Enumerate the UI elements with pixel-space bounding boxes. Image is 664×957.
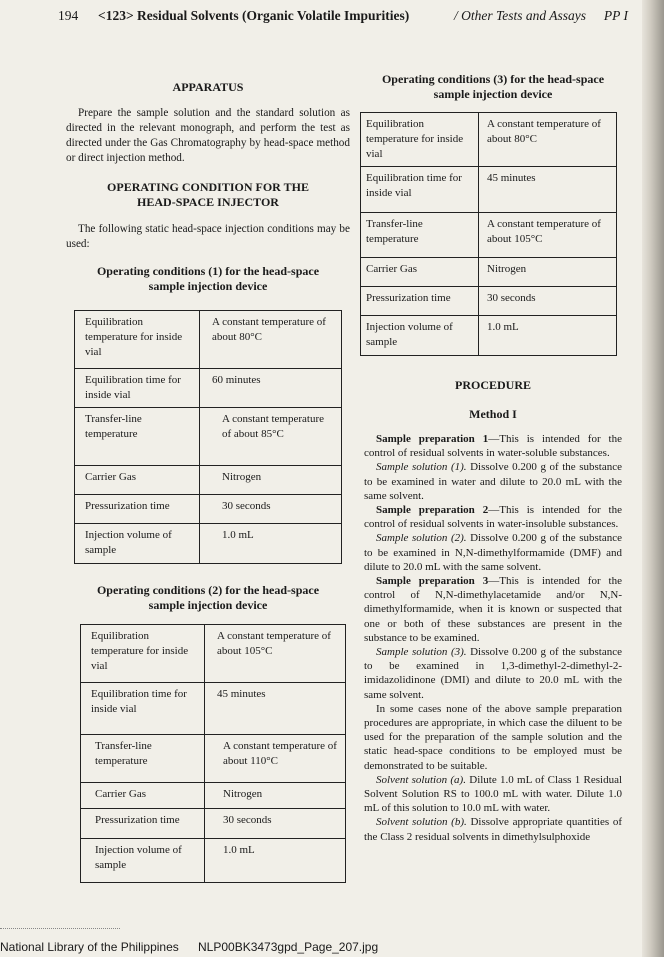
value-cell: Nitrogen [205, 783, 346, 809]
edition-label: PP I [603, 8, 628, 23]
cond3-title-line2: sample injection device [433, 87, 553, 101]
value-cell: Nitrogen [479, 258, 617, 287]
sol2-paragraph [364, 531, 622, 574]
table-row [361, 213, 617, 258]
param-cell: Equilibration time for inside vial [361, 167, 479, 213]
table-row [361, 316, 617, 356]
table-row [75, 369, 342, 408]
injector-heading-line2: HEAD-SPACE INJECTOR [137, 195, 279, 209]
param-cell: Equilibration temperature for inside vial [75, 311, 200, 369]
param-cell: Injection volume of sample [81, 839, 205, 883]
conditions-table-3 [360, 112, 617, 356]
section-title: / Other Tests and Assays [454, 8, 587, 23]
value-cell: 60 minutes [200, 369, 342, 408]
solvb-label: Solvent solution (b). [376, 816, 467, 829]
injector-text: The following static head-space injection conditions may be used: [66, 223, 350, 250]
apparatus-text: Prepare the sample solution and the standard solution as directed in the relevant monograph, and perform the test as directed under the Gas Chromatography by head-space method or direct injection method. [66, 107, 350, 164]
param-cell: Transfer-line temperature [81, 735, 205, 783]
left-column [66, 80, 350, 294]
chapter-title: <123> Residual Solvents (Organic Volatile Impurities) [98, 8, 410, 23]
page-number: 194 [58, 8, 79, 23]
conditions-table-2 [80, 624, 346, 883]
cond3-title [362, 72, 624, 102]
sol3-label: Sample solution (3). [376, 646, 467, 659]
cond2-title-line2: sample injection device [148, 598, 268, 612]
sol1-paragraph [364, 460, 622, 503]
prep2-paragraph [364, 503, 622, 531]
param-cell: Pressurization time [75, 495, 200, 524]
apparatus-heading: APPARATUS [172, 80, 244, 94]
value-cell: 30 seconds [205, 809, 346, 839]
prep3-text: —This is intended for the control of N,N-dimethylacetamide and/or N,N-dimethylformamide, when it is known or suspected that one or both of these substances are present in the substance to be examined. [364, 575, 622, 644]
procedure-section [364, 378, 622, 844]
param-cell: Equilibration time for inside vial [81, 683, 205, 735]
value-cell: A constant temperature of about 80°C [200, 311, 342, 369]
table-row [81, 839, 346, 883]
value-cell: 30 seconds [479, 287, 617, 316]
file-name: NLP00BK3473gpd_Page_207.jpg [198, 940, 379, 954]
prep2-label: Sample preparation 2 [376, 504, 489, 517]
cond3-title-line1: Operating conditions (3) for the head-space [381, 72, 605, 86]
solva-label: Solvent solution (a). [376, 773, 466, 786]
table-row [361, 167, 617, 213]
param-cell: Carrier Gas [361, 258, 479, 287]
value-cell: 1.0 mL [479, 316, 617, 356]
prep1-label: Sample preparation 1 [376, 433, 489, 445]
sol2-text: Dissolve 0.200 g of the substance to be examined in N,N-dimethylformamide (DMF) and dilute to 20.0 mL with the same solvent. [364, 532, 622, 573]
param-cell: Transfer-line temperature [75, 408, 200, 466]
sol1-text: Dissolve 0.200 g of the substance to be examined in water and dilute to 20.0 mL with the same solvent. [364, 461, 622, 502]
value-cell: 30 seconds [200, 495, 342, 524]
table-row [81, 783, 346, 809]
table-row [81, 735, 346, 783]
prep1-paragraph [364, 432, 622, 460]
param-cell: Pressurization time [361, 287, 479, 316]
table-row [75, 466, 342, 495]
cond1-title-line1: Operating conditions (1) for the head-space [96, 264, 320, 278]
prep2-text: —This is intended for the control of residual solvents in water-insoluble substances. [364, 504, 622, 531]
page-edge-shadow [642, 0, 664, 957]
value-cell: 1.0 mL [200, 524, 342, 564]
param-cell: Injection volume of sample [361, 316, 479, 356]
value-cell: A constant temperature of about 105°C [205, 625, 346, 683]
value-cell: 1.0 mL [205, 839, 346, 883]
cond2-title [66, 583, 350, 613]
table-row [75, 311, 342, 369]
cond2-title-line1: Operating conditions (2) for the head-space [96, 583, 320, 597]
param-cell: Equilibration time for inside vial [75, 369, 200, 408]
table-row [361, 113, 617, 167]
value-cell: 45 minutes [205, 683, 346, 735]
table-row [75, 495, 342, 524]
sol2-label: Sample solution (2). [376, 532, 467, 545]
value-cell: A constant temperature of about 80°C [479, 113, 617, 167]
param-cell: Equilibration temperature for inside vial [81, 625, 205, 683]
param-cell: Pressurization time [81, 809, 205, 839]
cond1-title-line2: sample injection device [148, 279, 268, 293]
prep3-label: Sample preparation 3 [376, 575, 489, 588]
solvb-paragraph [364, 815, 622, 843]
sol1-label: Sample solution (1). [376, 461, 467, 474]
injector-heading-line1: OPERATING CONDITION FOR THE [107, 180, 309, 194]
value-cell: A constant temperature of about 105°C [479, 213, 617, 258]
solvb-text: Dissolve appropriate quantities of the Class 2 residual solvents in dimethylsulphoxide [364, 816, 622, 843]
library-credit: National Library of the Philippines [0, 940, 179, 954]
sol3-paragraph [364, 645, 622, 702]
note-paragraph: In some cases none of the above sample preparation procedures are appropriate, in which case the diluent to be used for the preparation of the sample solution and the static head-space conditions to be employed must be demonstrated to be suitable. [364, 702, 622, 772]
table-row [361, 258, 617, 287]
prep1-text: —This is intended for the control of residual solvents in water-soluble substances. [364, 433, 622, 460]
table-row [75, 408, 342, 466]
table-row [361, 287, 617, 316]
param-cell: Transfer-line temperature [361, 213, 479, 258]
value-cell: A constant temperature of about 110°C [205, 735, 346, 783]
param-cell: Carrier Gas [75, 466, 200, 495]
prep3-paragraph [364, 574, 622, 645]
scan-margin-mark [0, 928, 120, 935]
solva-text: Dilute 1.0 mL of Class 1 Residual Solvent Solution RS to 100.0 mL with water. Dilute 1.0 mL of this solution to 10.0 mL with water. [364, 773, 623, 815]
value-cell: A constant temperature of about 85°C [200, 408, 342, 466]
value-cell: 45 minutes [479, 167, 617, 213]
param-cell: Equilibration temperature for inside vial [361, 113, 479, 167]
value-cell: Nitrogen [200, 466, 342, 495]
sol3-text: Dissolve 0.200 g of the substance to be examined in 1,3-dimethyl-2-dimethyl-2-imidazolidinone (DMI) and dilute to 20.0 mL with the same solvent. [364, 646, 622, 701]
param-cell: Injection volume of sample [75, 524, 200, 564]
table-row [75, 524, 342, 564]
conditions-table-1 [74, 310, 342, 564]
method-heading: Method I [469, 407, 517, 421]
solva-paragraph [364, 773, 622, 816]
param-cell: Carrier Gas [81, 783, 205, 809]
table-row [81, 625, 346, 683]
table-row [81, 809, 346, 839]
table-row [81, 683, 346, 735]
procedure-heading: PROCEDURE [454, 378, 531, 392]
